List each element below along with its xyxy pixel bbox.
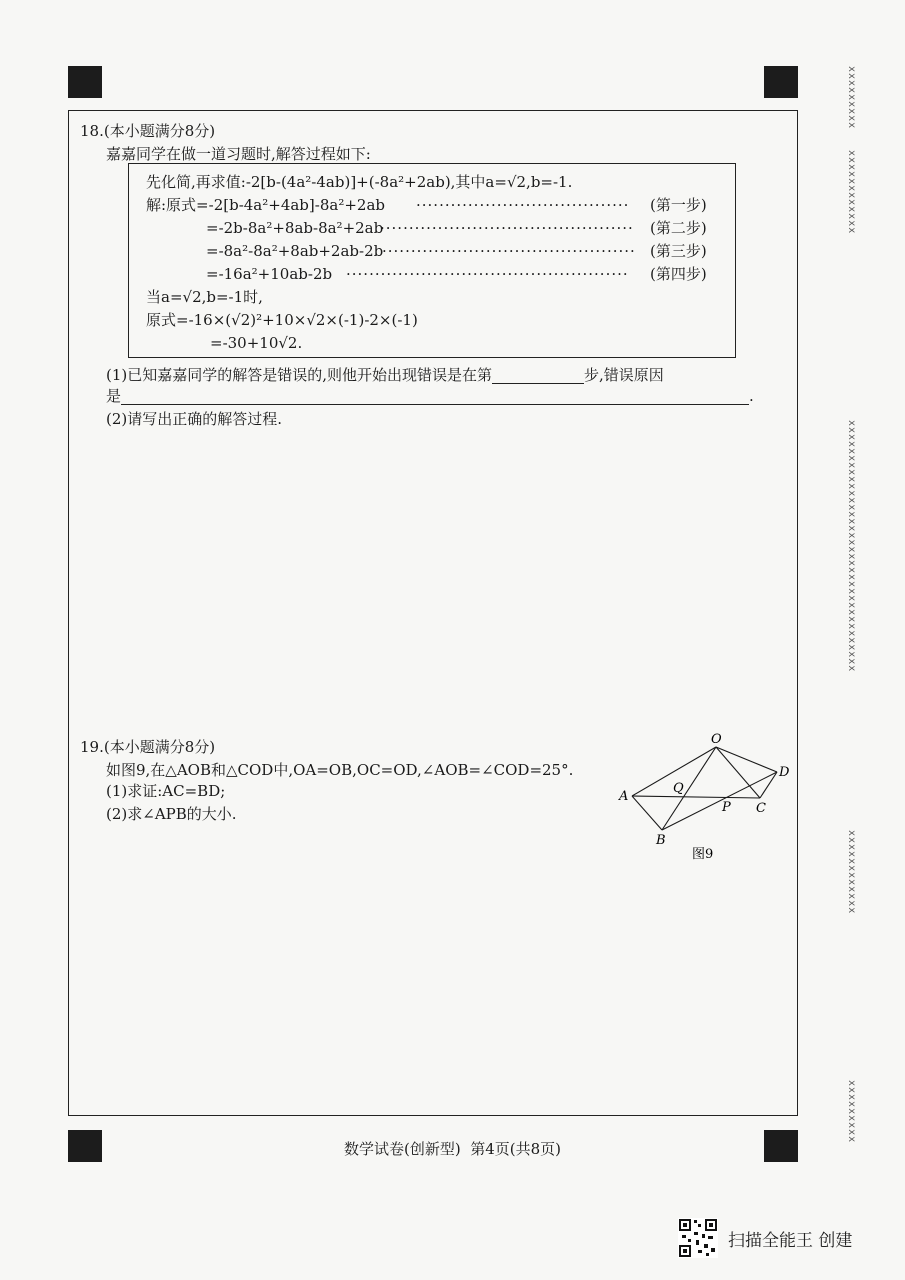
solution-task: 先化简,再求值:-2[b-(4a²-4ab)]+(-8a²+2ab),其中a=√2,b=-1. xyxy=(146,173,573,191)
q18-part1-lead: (1)已知嘉嘉同学的解答是错误的,则他开始出现错误是在第 xyxy=(106,366,493,384)
solution-step3: =-8a²-8a²+8ab+2ab-2b xyxy=(206,242,384,260)
q18-header: 18.(本小题满分8分) xyxy=(80,122,216,140)
solution-step1: 解:原式=-2[b-4a²+4ab]-8a²+2ab xyxy=(146,196,385,214)
q18-part1-reason: 是 xyxy=(106,387,122,405)
side-mark-6: xxxxxxxxx xyxy=(846,1080,857,1144)
q19-header: 19.(本小题满分8分) xyxy=(80,738,216,756)
figure-9 xyxy=(612,732,802,867)
q19-part2: (2)求∠APB的大小. xyxy=(106,805,237,823)
figure-caption: 图9 xyxy=(692,847,714,862)
registration-mark-top-right xyxy=(764,66,798,98)
q18-part2: (2)请写出正确的解答过程. xyxy=(106,410,283,428)
q18-intro: 嘉嘉同学在做一道习题时,解答过程如下: xyxy=(106,145,371,163)
solution-step2-tag: (第二步) xyxy=(650,219,707,237)
solution-step4-tag: (第四步) xyxy=(650,265,707,283)
solution-step4: =-16a²+10ab-2b xyxy=(206,265,333,283)
side-mark-5: xxxxxxxxxxxx xyxy=(846,830,857,915)
label-O: O xyxy=(711,732,722,747)
q18-part1-text xyxy=(106,366,664,384)
label-A: A xyxy=(619,789,629,804)
label-C: C xyxy=(756,801,766,816)
solution-step2-dots: ············································ xyxy=(380,219,634,237)
qr-code-icon xyxy=(678,1218,718,1258)
scanner-watermark xyxy=(678,1218,852,1258)
label-D: D xyxy=(779,765,790,780)
step-answer-blank[interactable] xyxy=(492,367,584,384)
q19-line1: 如图9,在△AOB和△COD中,OA=OB,OC=OD,∠AOB=∠COD=25°. xyxy=(106,761,574,779)
solution-calc2: =-30+10√2. xyxy=(210,334,303,352)
label-Q: Q xyxy=(673,781,684,796)
solution-step1-dots: ····································· xyxy=(416,196,630,214)
q18-part1-mid: 步,错误原因 xyxy=(584,366,664,384)
solution-when: 当a=√2,b=-1时, xyxy=(146,288,263,306)
side-mark-1: xxxxxxxxx xyxy=(846,66,857,130)
label-B: B xyxy=(656,833,666,848)
page-footer: 数学试卷(创新型) 第4页(共8页) xyxy=(343,1140,562,1158)
scanner-label: 扫描全能王 创建 xyxy=(728,1230,853,1251)
solution-step4-dots: ················································· xyxy=(346,265,629,283)
q18-part1-end: . xyxy=(749,387,754,405)
registration-mark-top-left xyxy=(68,66,102,98)
label-P: P xyxy=(722,800,731,815)
q18-part1-line2 xyxy=(106,387,754,405)
q19-part1: (1)求证:AC=BD; xyxy=(106,782,226,800)
side-mark-3: xxxxxxxxxxxxxxxxxxxx xyxy=(846,420,857,561)
solution-step1-tag: (第一步) xyxy=(650,196,707,214)
side-mark-4: xxxxxxxxxxxxxxxx xyxy=(846,560,857,673)
solution-step3-dots: ············································ xyxy=(382,242,636,260)
solution-step3-tag: (第三步) xyxy=(650,242,707,260)
side-mark-2: xxxxxxxxxxxx xyxy=(846,150,857,235)
solution-step2: =-2b-8a²+8ab-8a²+2ab xyxy=(206,219,384,237)
solution-calc1: 原式=-16×(√2)²+10×√2×(-1)-2×(-1) xyxy=(146,311,418,329)
reason-answer-blank[interactable] xyxy=(121,388,749,405)
